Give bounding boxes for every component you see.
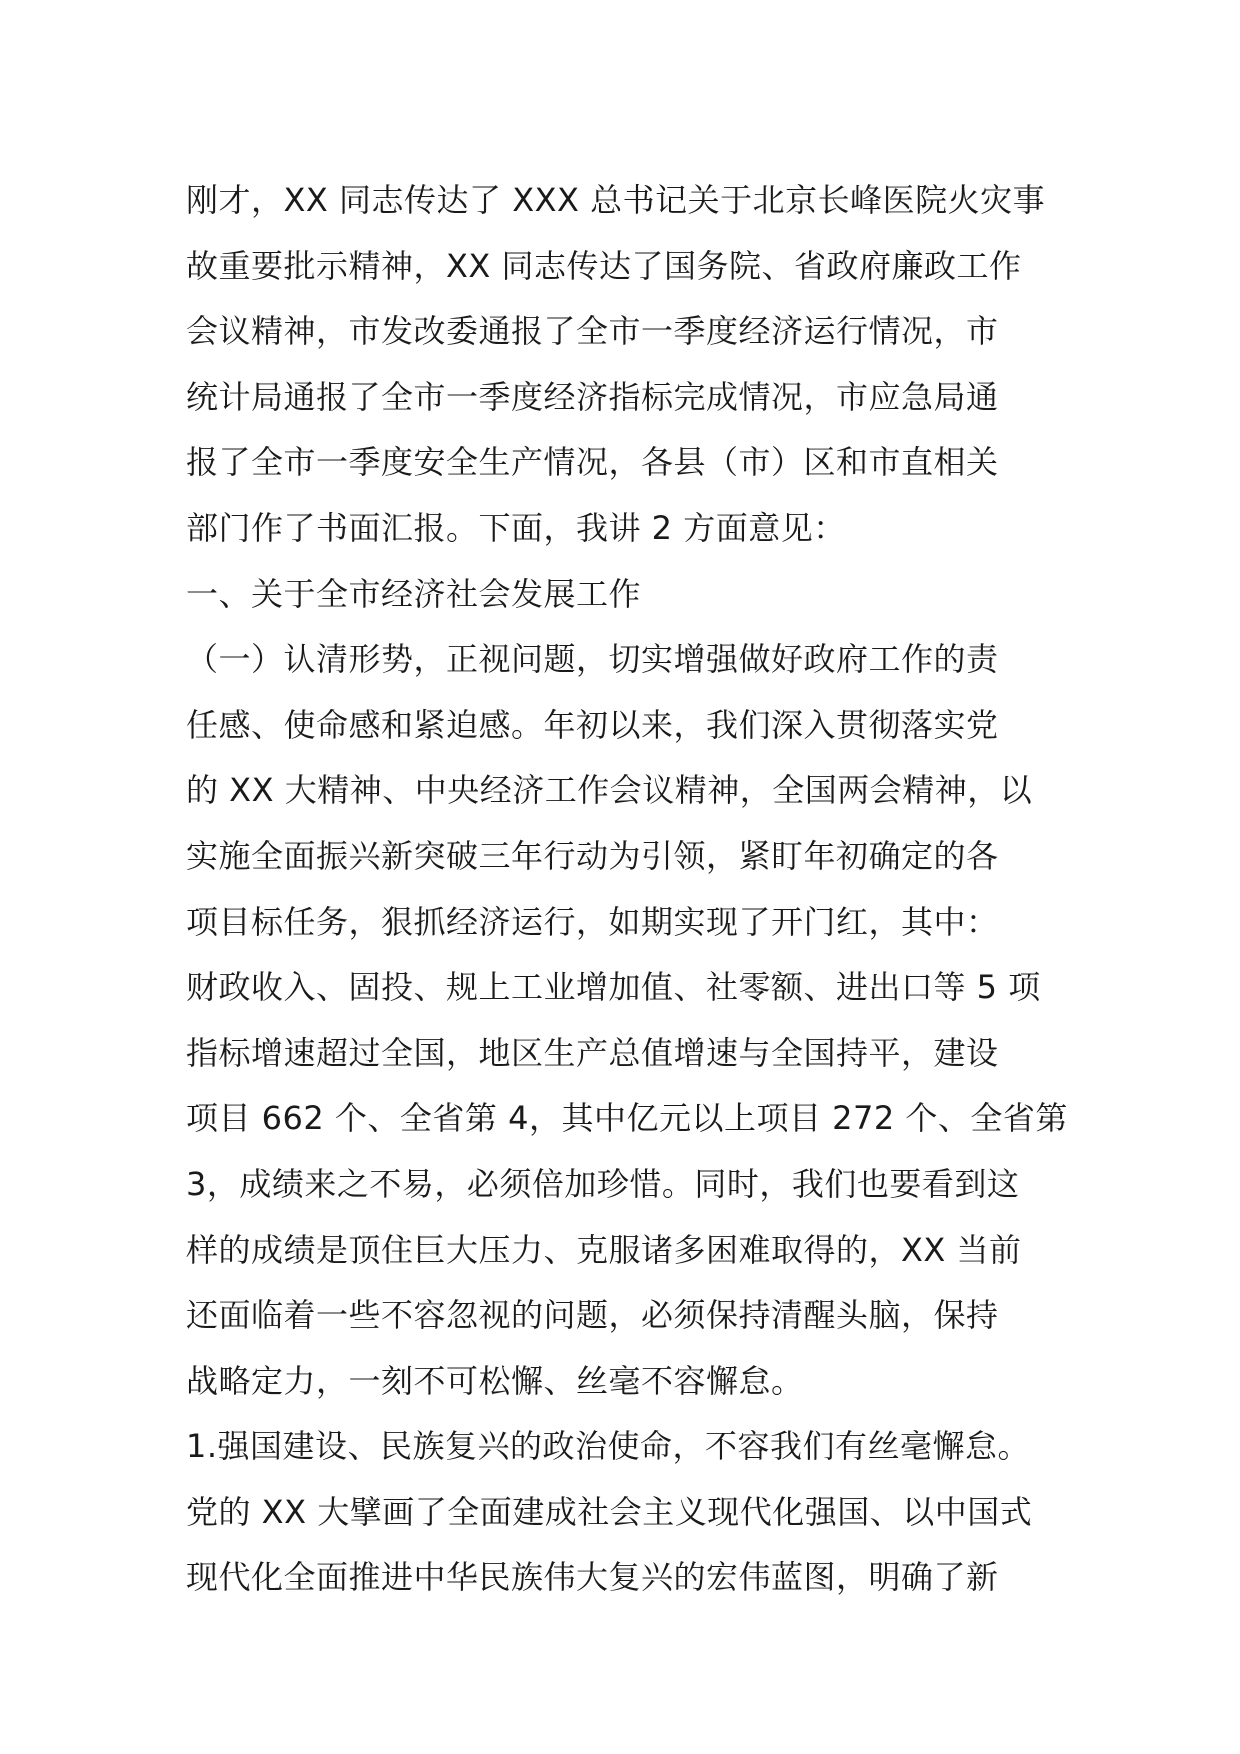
text-line: 项目 662 个、全省第 4，其中亿元以上项目 272 个、全省第 xyxy=(186,1099,1068,1138)
document-body xyxy=(186,168,1068,1611)
text-line: 3，成绩来之不易，必须倍加珍惜。同时，我们也要看到这 xyxy=(186,1164,1020,1203)
section-heading: 一、关于全市经济社会发展工作 xyxy=(186,574,642,613)
text-line: 部门作了书面汇报。下面，我讲 2 方面意见： xyxy=(186,508,846,547)
text-line: 报了全市一季度安全生产情况，各县（市）区和市直相关 xyxy=(186,443,999,482)
text-line: 样的成绩是顶住巨大压力、克服诸多困难取得的，XX 当前 xyxy=(186,1230,1022,1269)
numbered-point: 1.强国建设、民族复兴的政治使命，不容我们有丝毫懈怠。 xyxy=(186,1427,1031,1466)
text-line: 刚才，XX 同志传达了 XXX 总书记关于北京长峰医院火灾事 xyxy=(186,181,1046,219)
text-line: 现代化全面推进中华民族伟大复兴的宏伟蓝图，明确了新 xyxy=(186,1558,999,1597)
subsection-heading: （一）认清形势，正视问题，切实增强做好政府工作的责 xyxy=(186,640,999,679)
text-line: 还面临着一些不容忽视的问题，必须保持清醒头脑，保持 xyxy=(186,1296,999,1335)
text-line: 战略定力，一刻不可松懈、丝毫不容懈怠。 xyxy=(186,1361,804,1400)
text-line: 统计局通报了全市一季度经济指标完成情况，市应急局通 xyxy=(186,377,999,416)
text-line: 项目标任务，狠抓经济运行，如期实现了开门红，其中： xyxy=(186,902,999,941)
text-line: 党的 XX 大擘画了全面建成社会主义现代化强国、以中国式 xyxy=(186,1492,1033,1531)
text-line: 任感、使命感和紧迫感。年初以来，我们深入贯彻落实党 xyxy=(186,705,999,744)
text-line: 的 XX 大精神、中央经济工作会议精神，全国两会精神，以 xyxy=(186,771,1033,810)
text-line: 实施全面振兴新突破三年行动为引领，紧盯年初确定的各 xyxy=(186,836,999,875)
text-line: 故重要批示精神，XX 同志传达了国务院、省政府廉政工作 xyxy=(186,246,1022,285)
text-line: 财政收入、固投、规上工业增加值、社零额、进出口等 5 项 xyxy=(186,968,1041,1007)
text-line: 会议精神，市发改委通报了全市一季度经济运行情况，市 xyxy=(186,312,999,351)
text-line: 指标增速超过全国，地区生产总值增速与全国持平，建设 xyxy=(186,1033,999,1072)
